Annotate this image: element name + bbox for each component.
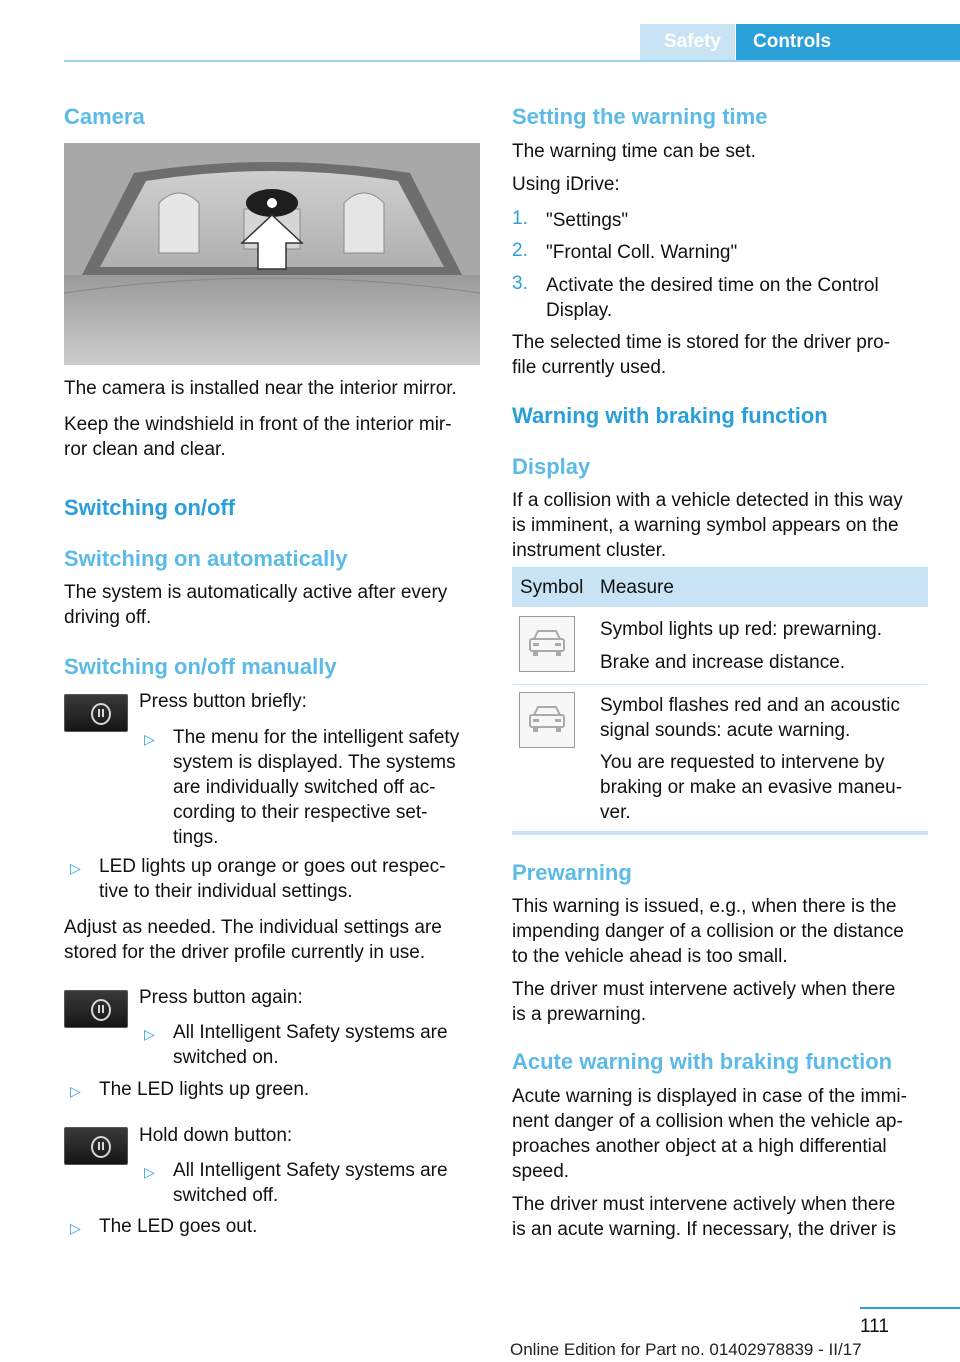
braking-heading: Warning with braking function [512,403,828,428]
warning-time-text: The warning time can be set. [512,141,756,162]
header-rule [64,60,960,62]
auto-text-line2: driving off. [64,607,152,628]
idrive-text: Using iDrive: [512,174,620,195]
windshield-text-line1: Keep the windshield in front of the interior mir- [64,414,452,435]
safety-button-image [64,694,128,732]
display-heading: Display [512,454,591,479]
safety-button-icon [91,703,111,725]
green-bullet-text: The LED lights up green. [99,1079,310,1100]
press-again-label: Press button again: [139,987,303,1008]
edition-note: Online Edition for Part no. 01402978839 - II/17 [510,1340,862,1359]
windshield-text-line2: ror clean and clear. [64,439,226,460]
hold-down-label: Hold down button: [139,1125,293,1146]
table-header [512,567,928,607]
step-number: 2. [512,240,528,261]
stored-text: The selected time is stored for the driver pro- file currently used. [512,332,891,378]
prewarning-heading: Prewarning [512,860,632,885]
camera-heading: Camera [64,104,145,129]
bullet-marker: ▷ [70,1083,81,1099]
bullet-marker: ▷ [144,1026,155,1042]
step-text: "Frontal Coll. Warning" [546,242,738,263]
acute-intervene-text: The driver must intervene actively when there is an acute warning. If necessary, the driver is [512,1194,897,1240]
auto-text-line1: The system is automatically active after every [64,582,448,603]
step-text: "Settings" [546,210,629,231]
step-text: Activate the desired time on the Control Display. [546,275,879,321]
car-warning-icon [519,616,575,672]
page-number: 111 [860,1316,889,1337]
warning-time-heading: Setting the warning time [512,104,768,129]
led-bullet-text: LED lights up orange or goes out respec- tive to their individual settings. [99,856,446,902]
safety-button-icon [91,999,111,1021]
safety-button-image [64,990,128,1028]
display-text: If a collision with a vehicle detected in this way is imminent, a warning symbol appears on the instrument cluster. [512,490,903,561]
header-tab-controls[interactable]: Controls [736,24,960,60]
step-number: 3. [512,273,528,294]
prewarning-text: This warning is issued, e.g., when there is the impending danger of a collision or the distance to the vehicle ahead is too small. [512,896,904,967]
adjust-text: Adjust as needed. The individual settings are stored for the driver profile currently in use. [64,917,442,963]
camera-photo [64,143,480,365]
on-bullet-text: All Intelligent Safety systems are switched on. [173,1022,448,1068]
manual-heading: Switching on/off manually [64,654,337,679]
row2-measure: Symbol flashes red and an acoustic signal sounds: acute warning. You are requested to intervene by braking or make an evasive maneu- ver. [600,695,903,823]
car-warning-icon [519,692,575,748]
header-tab-safety[interactable]: Safety [640,24,735,60]
press-briefly-label: Press button briefly: [139,691,307,712]
bullet-marker: ▷ [144,731,155,747]
col-header-symbol: Symbol [520,577,584,598]
switching-heading: Switching on/off [64,495,236,520]
auto-heading: Switching on automatically [64,546,348,571]
acute-text: Acute warning is displayed in case of the immi- nent danger of a collision when the vehicle ap- proaches another object at a high differential speed. [512,1086,907,1182]
camera-location-text: The camera is installed near the interior mirror. [64,378,457,399]
safety-button-icon [91,1136,111,1158]
bullet-marker: ▷ [70,860,81,876]
col-header-measure: Measure [600,577,674,598]
acute-heading: Acute warning with braking function [512,1049,893,1074]
table-row-divider [512,684,928,685]
menu-bullet-text: The menu for the intelligent safety system is displayed. The systems are individually switched off ac- cording to their respective set- tings. [173,727,460,848]
goes-out-bullet-text: The LED goes out. [99,1216,258,1237]
table-bottom-rule [512,831,928,835]
row1-measure: Symbol lights up red: prewarning. Brake and increase distance. [600,619,882,673]
off-bullet-text: All Intelligent Safety systems are switched off. [173,1160,448,1206]
bullet-marker: ▷ [70,1220,81,1236]
footer-rule [860,1307,960,1309]
safety-button-image [64,1127,128,1165]
bullet-marker: ▷ [144,1164,155,1180]
prewarning-intervene-text: The driver must intervene actively when there is a prewarning. [512,979,896,1025]
step-number: 1. [512,208,528,229]
